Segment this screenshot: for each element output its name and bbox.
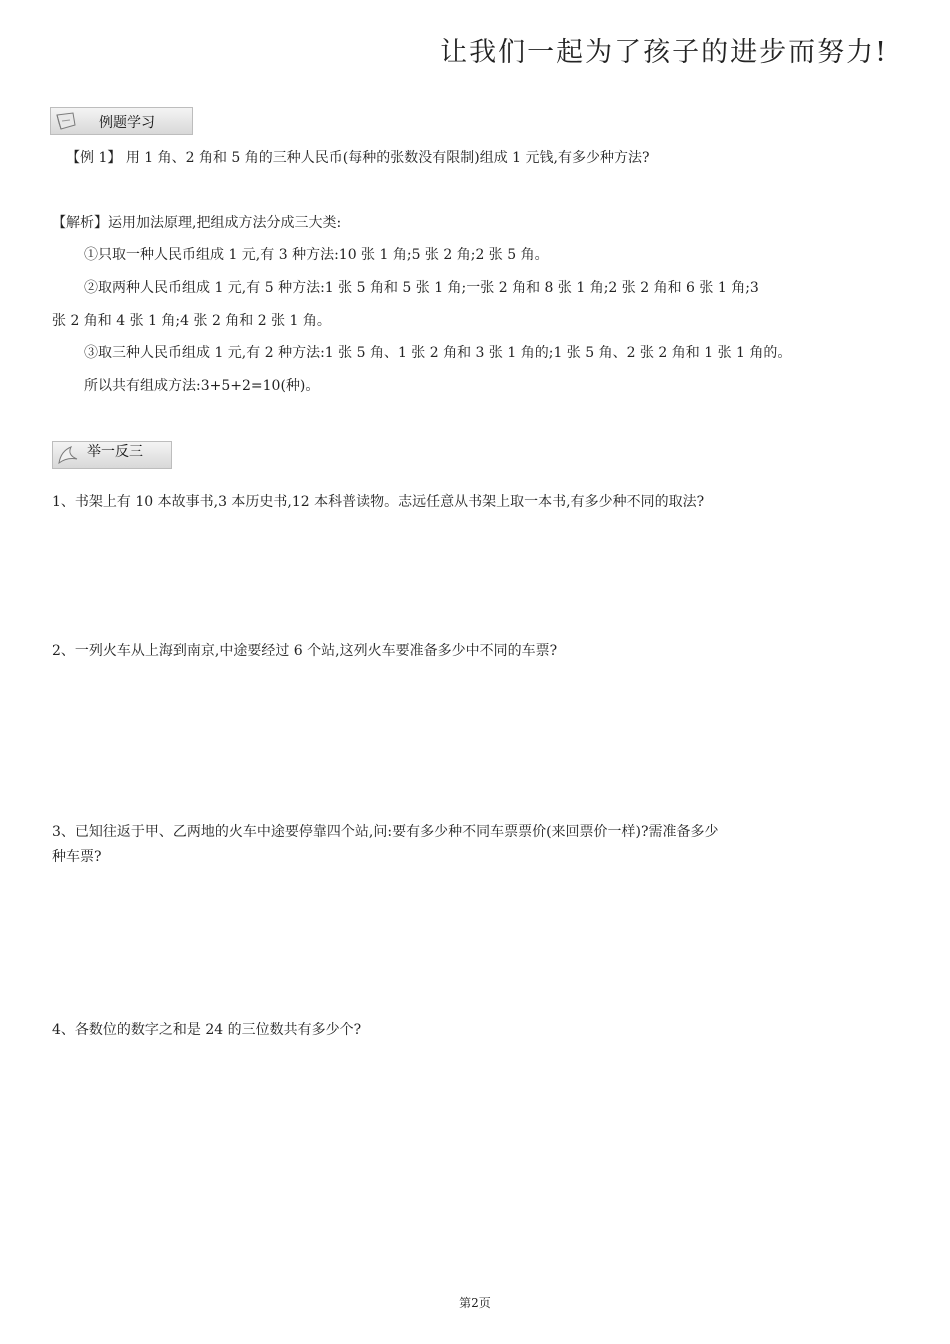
question-4: 4、各数位的数字之和是 24 的三位数共有多少个? — [52, 1022, 362, 1038]
practice-section-label: 举一反三 — [87, 444, 143, 460]
question-3-line-1: 3、已知往返于甲、乙两地的火车中途要停靠四个站,问:要有多少种不同车票票价(来回票价一样)?需准备多少 — [52, 824, 719, 840]
note-icon — [55, 111, 77, 131]
question-3-line-2: 种车票? — [52, 849, 102, 865]
page-number: 第2页 — [459, 1296, 491, 1310]
header-slogan: 让我们一起为了孩子的进步而努力! — [440, 37, 888, 68]
analysis-tag: 【解析】 — [52, 215, 108, 231]
analysis-intro-text: 运用加法原理,把组成方法分成三大类: — [108, 215, 342, 231]
analysis-conclusion: 所以共有组成方法:3+5+2=10(种)。 — [84, 378, 320, 394]
problem-tag: 【例 1】 — [66, 150, 122, 166]
practice-section-tab — [52, 441, 172, 469]
example-section-label: 例题学习 — [99, 115, 155, 131]
page-curl-icon — [57, 445, 79, 465]
example-problem — [66, 148, 649, 168]
example-section-tab — [50, 107, 193, 135]
analysis-case-3: ③取三种人民币组成 1 元,有 2 种方法:1 张 5 角、1 张 2 角和 3 张 1 角的;1 张 5 角、2 张 2 角和 1 张 1 角的。 — [84, 345, 792, 361]
question-2: 2、一列火车从上海到南京,中途要经过 6 个站,这列火车要准备多少中不同的车票? — [52, 643, 558, 659]
question-1: 1、书架上有 10 本故事书,3 本历史书,12 本科普读物。志远任意从书架上取一本书,有多少种不同的取法? — [52, 494, 705, 510]
analysis-case-2-line-2: 张 2 角和 4 张 1 角;4 张 2 角和 2 张 1 角。 — [52, 313, 331, 329]
analysis-case-1: ①只取一种人民币组成 1 元,有 3 种方法:10 张 1 角;5 张 2 角;2 张 5 角。 — [84, 247, 549, 263]
problem-text: 用 1 角、2 角和 5 角的三种人民币(每种的张数没有限制)组成 1 元钱,有多少种方法? — [125, 150, 650, 166]
analysis-case-2-line-1: ②取两种人民币组成 1 元,有 5 种方法:1 张 5 角和 5 张 1 角;一张 2 角和 8 张 1 角;2 张 2 角和 6 张 1 角;3 — [84, 280, 759, 296]
analysis-intro — [52, 213, 341, 233]
